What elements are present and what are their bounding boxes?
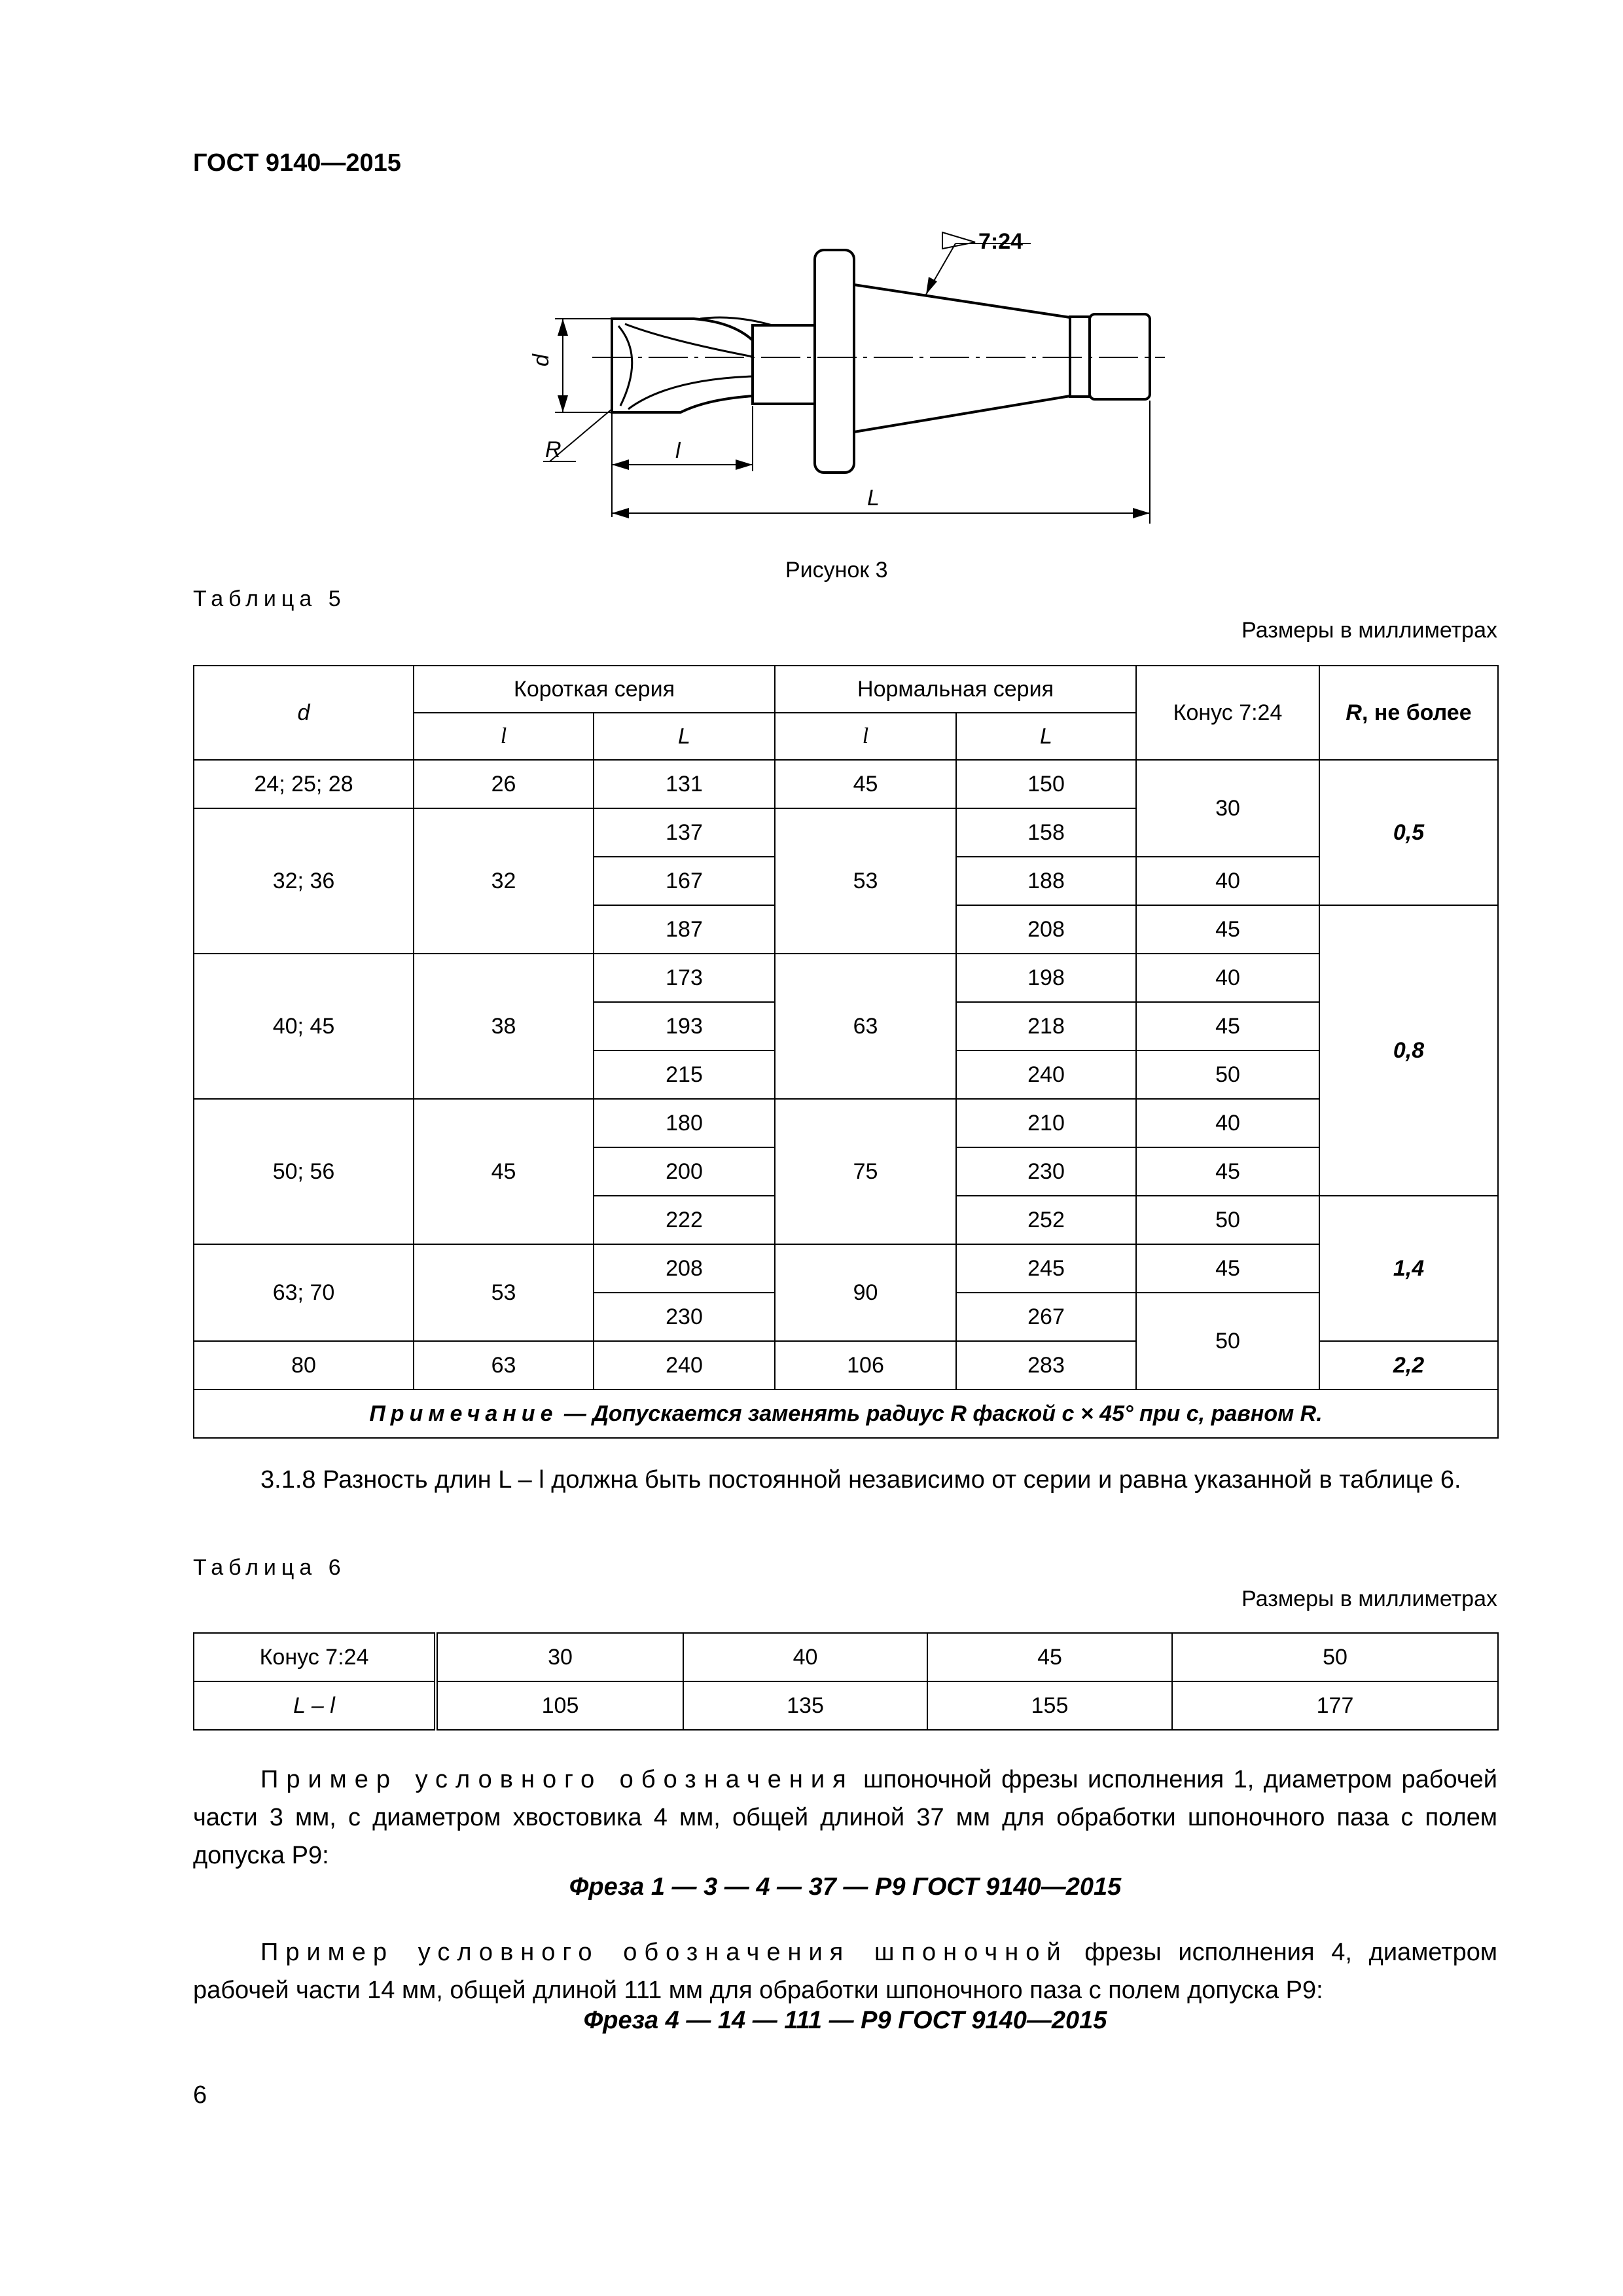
example-1-lead: Пример условного обозначения xyxy=(260,1766,854,1793)
table-cell: 90 xyxy=(775,1244,956,1341)
table-cell: 1,4 xyxy=(1319,1196,1498,1341)
table-cell: 50 xyxy=(1136,1196,1319,1244)
table-cell: 63 xyxy=(414,1341,594,1390)
header-short-L: L xyxy=(594,713,775,760)
table-cell: 30 xyxy=(436,1633,683,1681)
header-r: R, не более xyxy=(1319,666,1498,760)
header-cone: Конус 7:24 xyxy=(1136,666,1319,760)
table-cell: 26 xyxy=(414,760,594,808)
table5-units: Размеры в миллиметрах xyxy=(1241,618,1497,643)
table-cell: 155 xyxy=(927,1681,1172,1730)
table-cell: 50 xyxy=(1136,1050,1319,1099)
table-cell: 45 xyxy=(775,760,956,808)
table-cell: 188 xyxy=(956,857,1136,905)
table-cell: 40 xyxy=(1136,954,1319,1002)
table6-units: Размеры в миллиметрах xyxy=(1241,1587,1497,1611)
table-cell: 40; 45 xyxy=(194,954,414,1099)
table-cell: 198 xyxy=(956,954,1136,1002)
header-short-series: Короткая серия xyxy=(414,666,775,713)
table-cell: 40 xyxy=(1136,1099,1319,1147)
table-cell: 158 xyxy=(956,808,1136,857)
table-cell: 200 xyxy=(594,1147,775,1196)
table-cell: 252 xyxy=(956,1196,1136,1244)
table-cell: 222 xyxy=(594,1196,775,1244)
table-cell: 38 xyxy=(414,954,594,1099)
table-cell: 50; 56 xyxy=(194,1099,414,1244)
table-cell: 40 xyxy=(683,1633,927,1681)
table-cell: 137 xyxy=(594,808,775,857)
table-cell: 218 xyxy=(956,1002,1136,1050)
dim-L-label: L xyxy=(867,486,880,511)
example-2-formula: Фреза 4 — 14 — 111 — Р9 ГОСТ 9140—2015 xyxy=(583,2007,1107,2034)
dim-l-label: l xyxy=(675,439,681,463)
table-cell: 187 xyxy=(594,905,775,954)
table-cell: 150 xyxy=(956,760,1136,808)
table-cell: 215 xyxy=(594,1050,775,1099)
example-1-text: шпоночной фрезы исполнения 1, диаметром рабочей части 3 мм, с диаметром хвостовика 4 мм, общей длиной 37 мм для обработки шпоночного паза с полем допуска P9: xyxy=(193,1766,1497,1869)
table-cell: 53 xyxy=(775,808,956,954)
example-2-text: фрезы исполнения 4, диаметром рабочей части 14 мм, общей длиной 111 мм для обработки шпоночного паза с полем допуска P9: xyxy=(193,1939,1497,2004)
table-cell: 105 xyxy=(436,1681,683,1730)
header-short-l: l xyxy=(414,713,594,760)
table-cell: 135 xyxy=(683,1681,927,1730)
example-1-formula: Фреза 1 — 3 — 4 — 37 — Р9 ГОСТ 9140—2015 xyxy=(569,1873,1122,1901)
table-cell: 50 xyxy=(1136,1293,1319,1390)
table-cell: 53 xyxy=(414,1244,594,1341)
table-cell: 167 xyxy=(594,857,775,905)
table-cell: 2,2 xyxy=(1319,1341,1498,1390)
table-cell: 32 xyxy=(414,808,594,954)
dim-d-label: d xyxy=(529,354,554,367)
header-normal-L: L xyxy=(956,713,1136,760)
table-cell: 45 xyxy=(927,1633,1172,1681)
table-cell: 240 xyxy=(594,1341,775,1390)
table5-title: Таблица 5 xyxy=(193,586,346,611)
table-cell: 173 xyxy=(594,954,775,1002)
table-cell: 240 xyxy=(956,1050,1136,1099)
table6 xyxy=(193,1632,1499,1731)
table-cell: 210 xyxy=(956,1099,1136,1147)
note-label: Примечание xyxy=(369,1401,558,1426)
table-cell: 106 xyxy=(775,1341,956,1390)
dim-R-label: R xyxy=(545,437,562,462)
document-header: ГОСТ 9140—2015 xyxy=(193,149,401,177)
table5 xyxy=(193,665,1499,1439)
table6-title: Таблица 6 xyxy=(193,1555,346,1580)
table-cell: 131 xyxy=(594,760,775,808)
table-cell: 180 xyxy=(594,1099,775,1147)
example-1-paragraph xyxy=(193,1761,1497,1874)
header-normal-l: l xyxy=(775,713,956,760)
table-cell: 45 xyxy=(414,1099,594,1244)
taper-label: 7:24 xyxy=(978,229,1024,254)
example-2-lead: Пример условного обозначения шпоночной xyxy=(260,1939,1068,1966)
table-cell: 208 xyxy=(594,1244,775,1293)
table-cell: 230 xyxy=(956,1147,1136,1196)
figure-caption: Рисунок 3 xyxy=(785,558,888,583)
page-number: 6 xyxy=(193,2081,207,2109)
table-cell: 50 xyxy=(1172,1633,1498,1681)
table-cell: 24; 25; 28 xyxy=(194,760,414,808)
header-d: d xyxy=(194,666,414,760)
table-cell: Конус 7:24 xyxy=(194,1633,436,1681)
table-cell: 177 xyxy=(1172,1681,1498,1730)
table-cell: 283 xyxy=(956,1341,1136,1390)
table-cell: 208 xyxy=(956,905,1136,954)
table-cell: 30 xyxy=(1136,760,1319,857)
paragraph-3-1-8: 3.1.8 Разность длин L – l должна быть постоянной независимо от серии и равна указанной в таблице 6. xyxy=(260,1466,1461,1494)
header-normal-series: Нормальная серия xyxy=(775,666,1136,713)
table-cell: 0,5 xyxy=(1319,760,1498,905)
table5-note xyxy=(194,1390,1498,1438)
table-cell: 80 xyxy=(194,1341,414,1390)
table-cell: 245 xyxy=(956,1244,1136,1293)
table-cell: 45 xyxy=(1136,1002,1319,1050)
figure-3-drawing xyxy=(510,216,1165,530)
table-cell: 267 xyxy=(956,1293,1136,1341)
table-cell: 45 xyxy=(1136,905,1319,954)
table-cell: 32; 36 xyxy=(194,808,414,954)
table-cell: 45 xyxy=(1136,1147,1319,1196)
table-cell: 40 xyxy=(1136,857,1319,905)
table-cell: 45 xyxy=(1136,1244,1319,1293)
table-cell: 193 xyxy=(594,1002,775,1050)
table-cell: 230 xyxy=(594,1293,775,1341)
table-cell: 0,8 xyxy=(1319,905,1498,1196)
note-text: — Допускается заменять радиус R фаской с × 45° при с, равном R. xyxy=(558,1401,1323,1426)
table-cell: 63 xyxy=(775,954,956,1099)
table-cell: 75 xyxy=(775,1099,956,1244)
example-2-paragraph xyxy=(193,1933,1497,2009)
table-cell: L – l xyxy=(194,1681,436,1730)
table-cell: 63; 70 xyxy=(194,1244,414,1341)
